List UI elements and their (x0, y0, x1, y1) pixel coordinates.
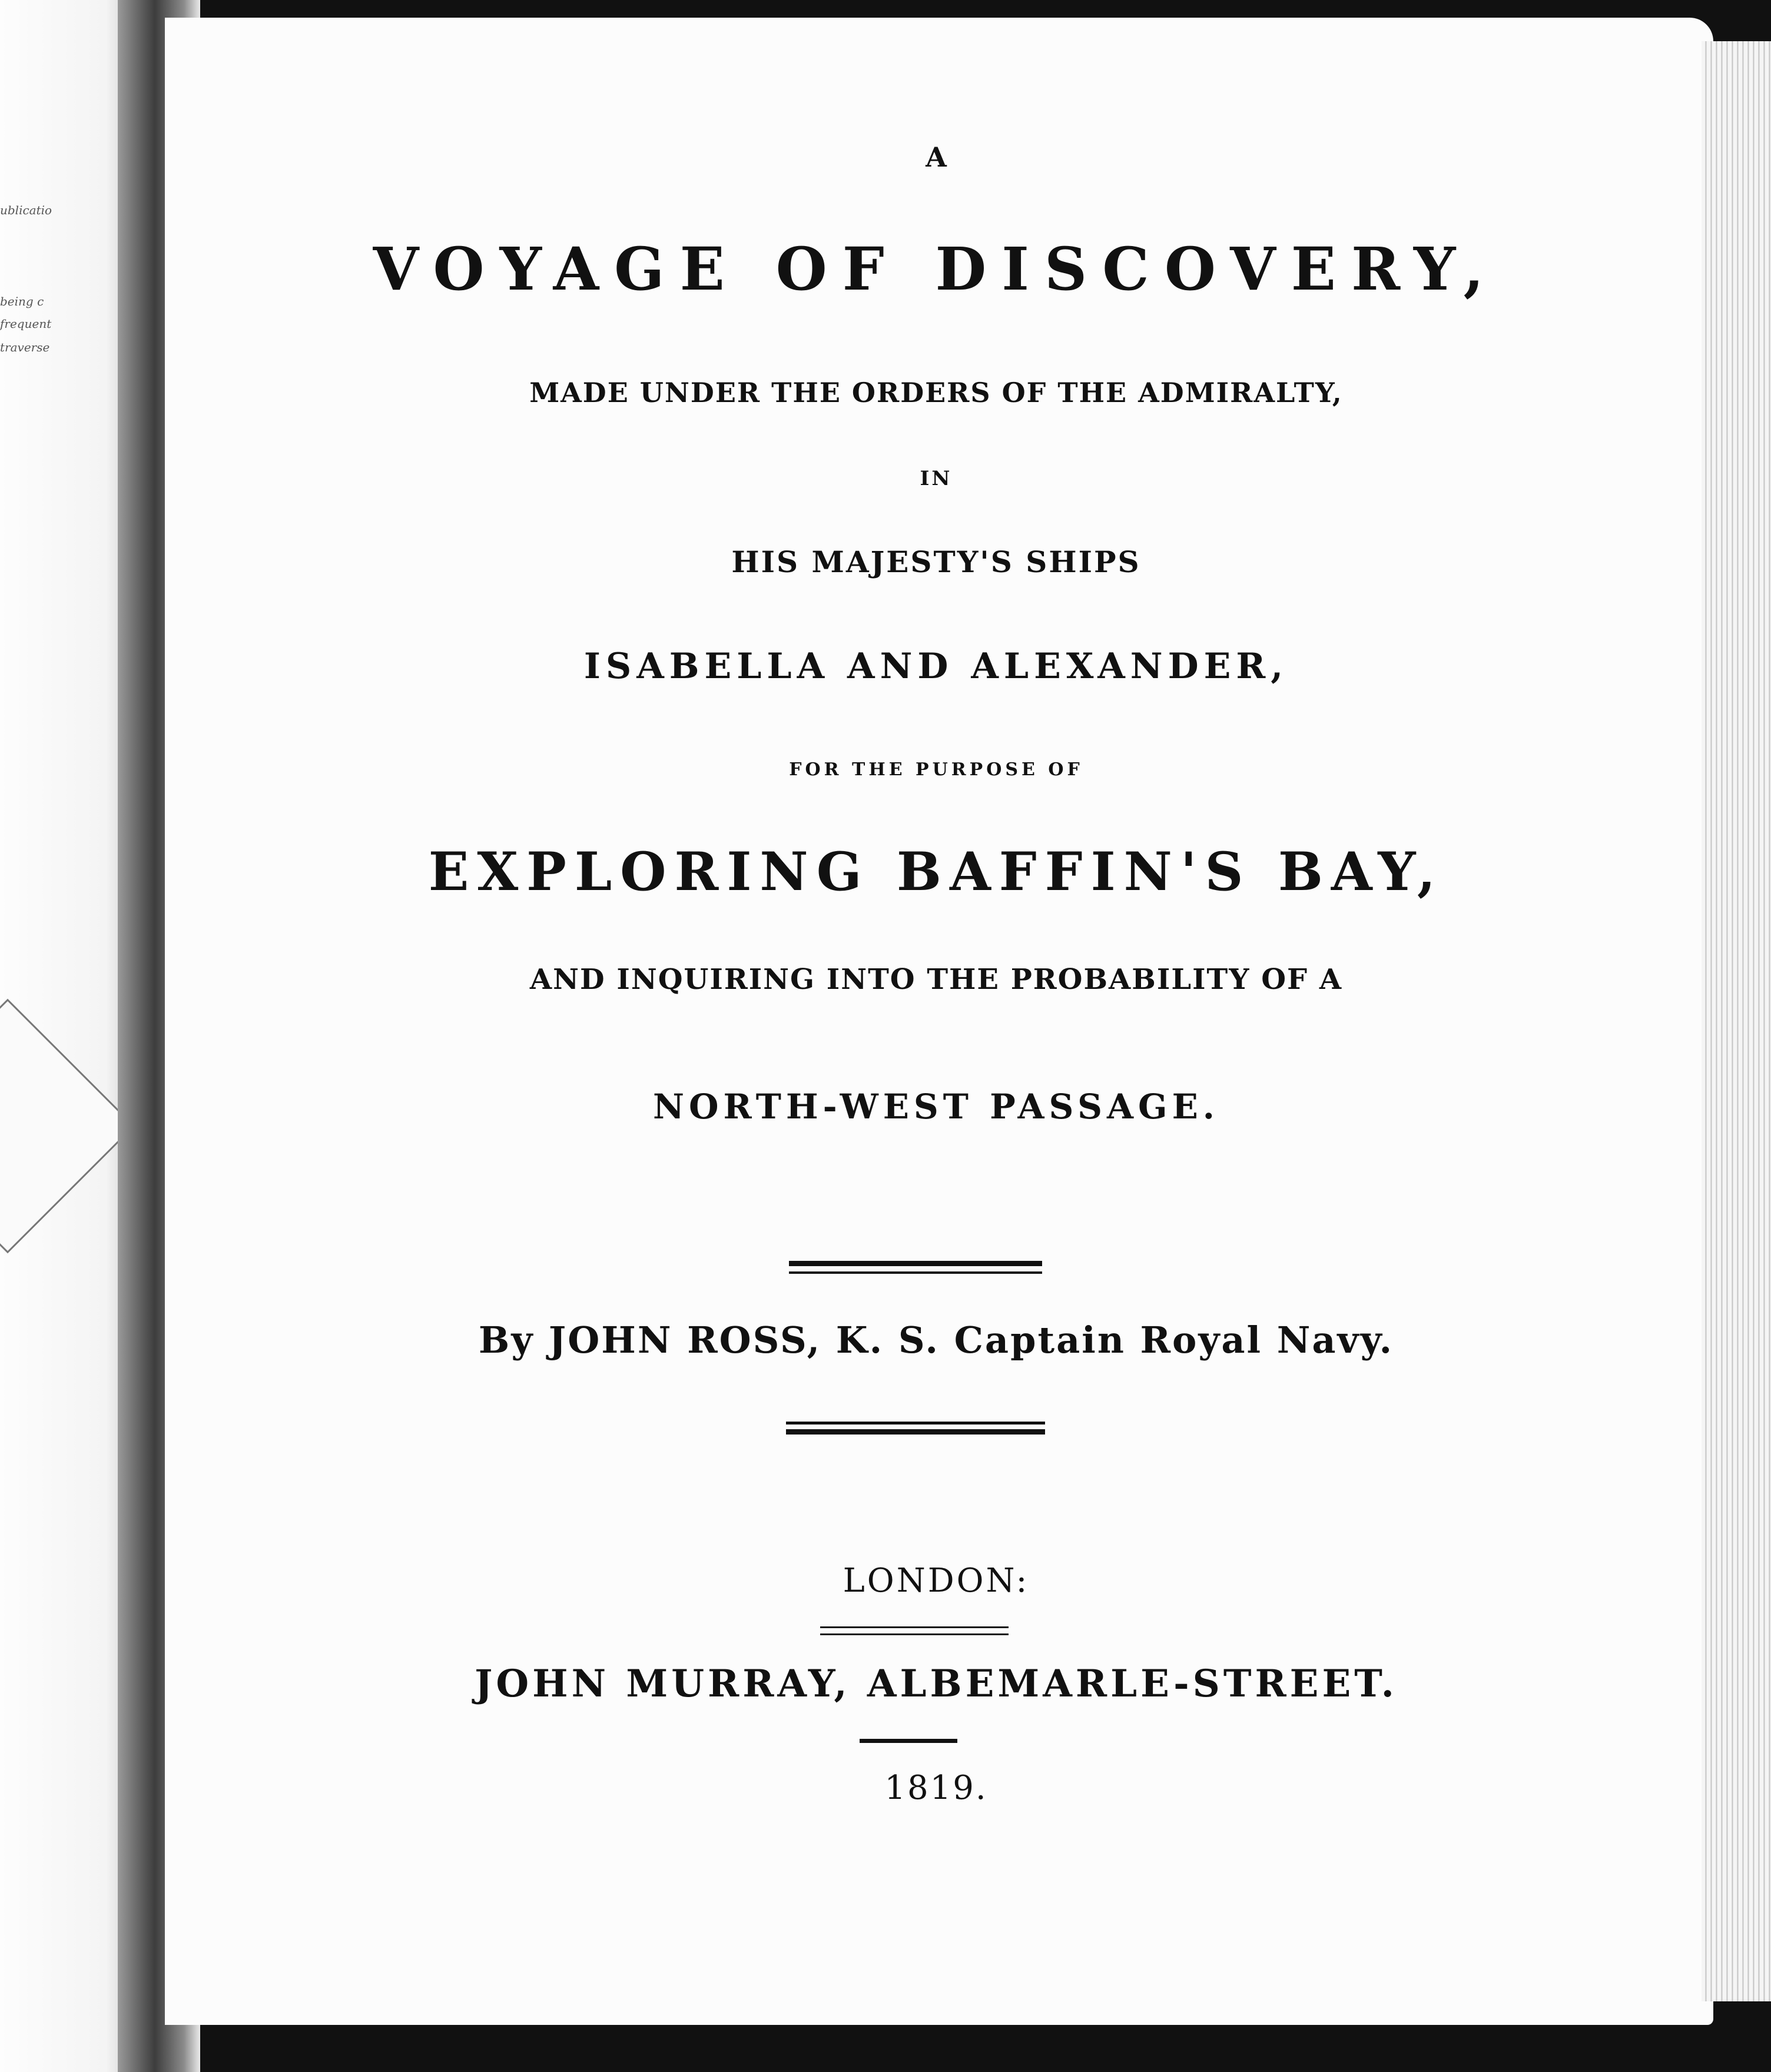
subtitle: EXPLORING BAFFIN'S BAY, (428, 841, 1444, 903)
page-edges (1702, 41, 1771, 2001)
purpose-line: FOR THE PURPOSE OF (789, 759, 1083, 780)
double-rule-upper-thin (789, 1271, 1042, 1274)
imprint-year: 1819. (884, 1769, 988, 1807)
title-article: A (926, 141, 947, 173)
passage-line: NORTH-WEST PASSAGE. (653, 1087, 1219, 1127)
author-line: By JOHN ROSS, K. S. Captain Royal Navy. (478, 1319, 1394, 1362)
ships-line: HIS MAJESTY'S SHIPS (731, 544, 1141, 579)
place-rule-1 (820, 1626, 1009, 1628)
left-page-fragment: frequent (0, 317, 52, 331)
publisher-rule (860, 1739, 957, 1743)
place-rule-2 (820, 1633, 1009, 1635)
main-title: VOYAGE OF DISCOVERY, (373, 234, 1500, 304)
double-rule-lower-thin (786, 1422, 1045, 1424)
folded-plate-corner (0, 999, 135, 1254)
made-under-line: MADE UNDER THE ORDERS OF THE ADMIRALTY, (529, 377, 1343, 409)
in-line: IN (920, 467, 953, 490)
imprint-publisher: JOHN MURRAY, ALBEMARLE-STREET. (475, 1662, 1398, 1706)
inquiring-line: AND INQUIRING INTO THE PROBABILITY OF A (529, 963, 1343, 996)
left-page-fragment: traverse (0, 340, 50, 354)
left-page-fragment: being c (0, 294, 44, 308)
left-page-fragment: ublicatio (0, 203, 52, 217)
ship-names-line: ISABELLA AND ALEXANDER, (583, 646, 1289, 687)
title-page (165, 18, 1713, 2025)
double-rule-lower-thick (786, 1429, 1045, 1435)
double-rule-upper-thick (789, 1261, 1042, 1266)
imprint-place: LONDON: (843, 1562, 1030, 1600)
